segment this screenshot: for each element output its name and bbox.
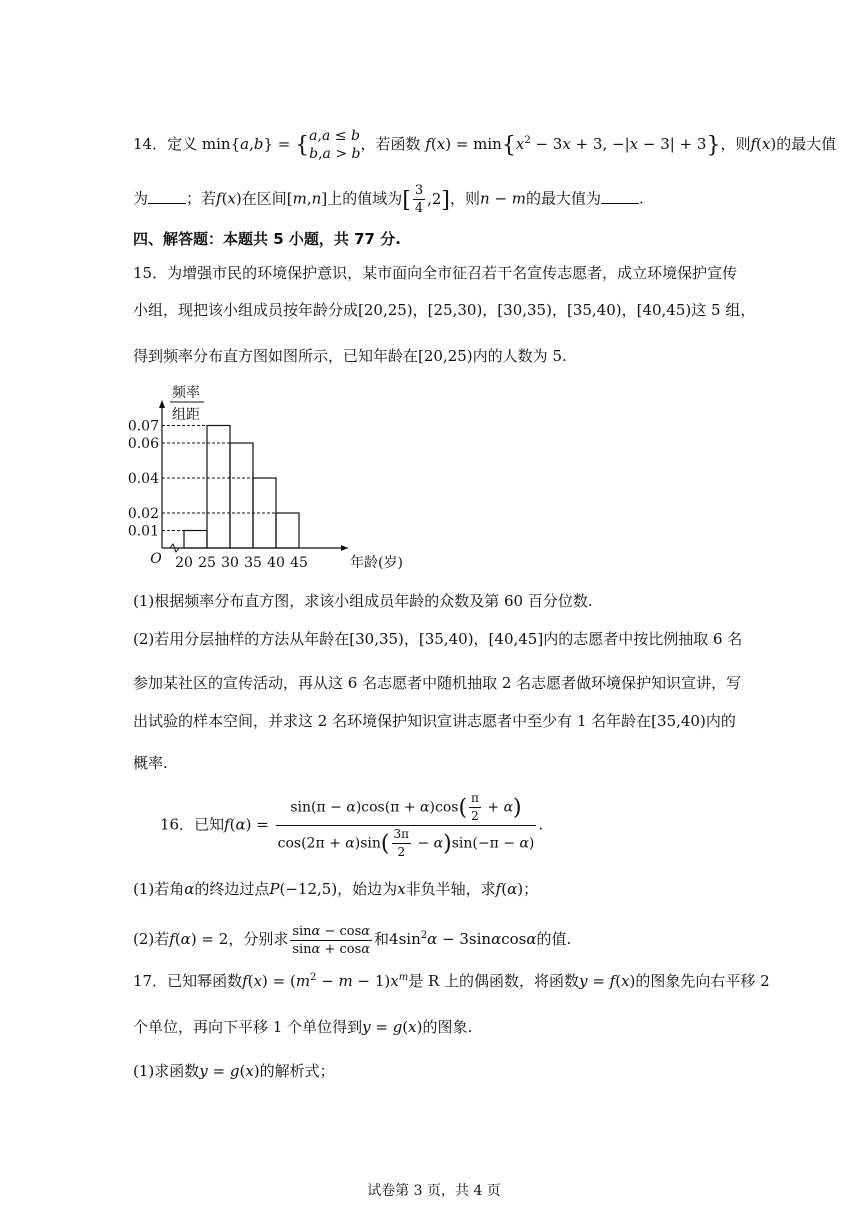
x-tick-label: 40 <box>267 555 285 571</box>
answer-blank[interactable] <box>601 189 639 204</box>
math-min-def: min{a,b} = {a,a ≤ b b,a > b <box>201 128 361 162</box>
q15-part2-line2: 参加某社区的宣传活动，再从这 6 名志愿者中随机抽取 2 名志愿者做环境保护知识宣讲，写 <box>133 674 742 692</box>
page-footer: 试卷第 3 页，共 4 页 <box>367 1183 501 1199</box>
histogram-bar <box>184 531 207 549</box>
origin-label: O <box>150 551 162 567</box>
q15-part2-line4: 概率. <box>133 754 168 772</box>
math-f-alpha: sin(π − α)cos(π + α)cos( $\frac{\pi}{2}$ + α) cos(2π + α)sin( $\frac{3\pi}{2}$ − α)sin(−π − α) <box>277 791 535 859</box>
q15-line3: 得到频率分布直方图如图所示，已知年龄在[20,25)内的人数为 5. <box>133 347 567 365</box>
y-tick-label: 0.02 <box>127 506 159 522</box>
answer-blank[interactable] <box>148 189 186 204</box>
q16-line1: 16．已知f(α) = sin(π − α)cos(π + α)cos( $\frac{\pi}{2}$ + α) cos(2π + α)sin( $\frac{3\pi}{2}$ − α)sin(−π − α) . <box>160 791 544 859</box>
q16-part1: (1)若角α的终边过点P(−12,5)，始边为x非负半轴，求f(α)； <box>133 880 539 898</box>
math-f-def: $f(x) = \min\{x^2 - 3x + 3$, −|x − 3| + 3} <box>425 133 721 158</box>
histogram-bar <box>230 443 253 548</box>
q14-line1: 14．定义 min{a,b} = {a,a ≤ b b,a > b，若函数 $f(x) = \min\{x^2 - 3x + 3$, −|x − 3| + 3}，则f(x)的最大值 <box>133 128 837 162</box>
q15-line1: 15．为增强市民的环境保护意识，某市面向全市征召若干名宣传志愿者，成立环境保护宣传 <box>133 264 738 282</box>
x-tick-label: 30 <box>221 555 239 571</box>
q15-part2-line1: (2)若用分层抽样的方法从年龄在[30,35)，[35,40)，[40,45]内的志愿者中按比例抽取 6 名 <box>133 630 743 648</box>
x-tick-label: 25 <box>198 555 216 571</box>
q15-line2: 小组，现把该小组成员按年龄分成[20,25)，[25,30)，[30,35)，[35,40)，[40,45)这 5 组， <box>133 301 756 319</box>
x-tick-label: 45 <box>290 555 308 571</box>
y-tick-label: 0.01 <box>127 523 159 540</box>
y-label-bottom: 组距 <box>172 407 200 423</box>
q14-line2: 为 ；若f(x)在区间[m,n]上的值域为[ $\frac{3}{4}$ ,2]，则n − m的最大值为 . <box>133 183 644 216</box>
y-tick-label: 0.04 <box>127 471 159 487</box>
math-range: [ $\frac{3}{4}$ ,2] <box>402 183 450 216</box>
q17-line2: 个单位，再向下平移 1 个单位得到y = g(x)的图象. <box>133 1018 473 1036</box>
x-axis-arrow <box>341 545 348 551</box>
histogram-bar <box>207 426 230 549</box>
q15-part1: (1)根据频率分布直方图，求该小组成员年龄的众数及第 60 百分位数. <box>133 592 593 610</box>
q17-line1: 17．已知幂函数$f(x) = (m^2 - m - 1)x^m$是 R 上的偶函数，将函数y = f(x)的图象先向右平移 2 <box>133 972 770 990</box>
y-tick-label: 0.06 <box>127 436 159 452</box>
x-tick-label: 20 <box>175 555 193 571</box>
frequency-histogram <box>120 382 403 582</box>
y-tick-label: 0.07 <box>127 418 159 435</box>
q17-part1: (1)求函数y = g(x)的解析式； <box>133 1062 335 1080</box>
y-axis-arrow <box>159 400 165 408</box>
x-tick-label: 35 <box>244 555 262 571</box>
q15-part2-line3: 出试验的样本空间，并求这 2 名环境保护知识宣讲志愿者中至少有 1 名年龄在[35,40)内的 <box>133 712 736 730</box>
y-label-top: 频率 <box>172 385 200 401</box>
x-axis-label: 年龄(岁) <box>350 555 403 571</box>
section-title: 四、解答题：本题共 5 小题，共 77 分. <box>133 230 401 248</box>
q16-part2: (2)若f(α) = 2，分别求 $\frac{\sin\alpha - \cos\alpha}{\sin\alpha + \cos\alpha}$ 和$4\sin^2\alpha - 3\sin\alpha\cos\alpha$的值. <box>133 923 572 957</box>
histogram-bar <box>276 513 299 548</box>
